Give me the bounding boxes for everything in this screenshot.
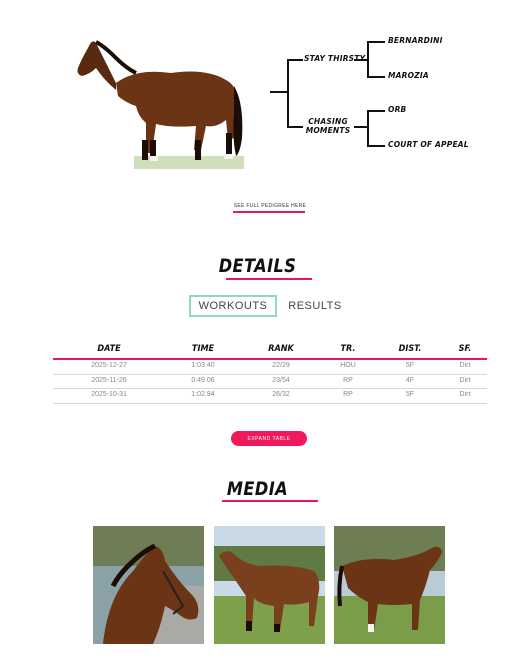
cell-rank: 22/29 <box>272 362 290 369</box>
cell-surface: Dirt <box>459 391 471 398</box>
horse-standing-photo <box>214 526 325 644</box>
tab-results[interactable]: RESULTS <box>284 295 346 317</box>
cell-date: 2025-11-26 <box>91 376 127 384</box>
details-title: DETAILS <box>218 255 297 277</box>
table-row <box>53 389 487 404</box>
workouts-table <box>53 342 487 404</box>
horse-headshot-photo <box>93 526 204 644</box>
cell-rank: 26/32 <box>272 391 290 398</box>
cell-track: HOU <box>340 362 356 369</box>
cell-time: 1:03.40 <box>191 362 215 369</box>
cell-surface: Dirt <box>459 376 471 384</box>
cell-time: 0:49.06 <box>191 376 215 384</box>
cell-distance: 5F <box>405 362 415 369</box>
column-header-rank[interactable]: RANK <box>268 344 294 354</box>
table-row <box>53 375 487 390</box>
pedigree-dam-line2: MOMENTS <box>305 125 351 135</box>
media-title-underline <box>222 500 318 502</box>
horse-side-photo <box>334 526 445 644</box>
cell-distance: 5F <box>405 391 415 398</box>
pedigree-tree <box>266 28 496 168</box>
media-photo-1[interactable] <box>93 526 204 644</box>
cell-surface: Dirt <box>459 362 471 369</box>
pedigree-dam-sire[interactable]: ORB <box>388 105 407 114</box>
table-row <box>53 360 487 375</box>
media-photo-2[interactable] <box>214 526 325 644</box>
column-header-track[interactable]: TR. <box>340 344 356 354</box>
horse-photo <box>76 28 248 173</box>
column-header-date[interactable]: DATE <box>97 344 121 354</box>
cell-rank: 23/54 <box>272 376 290 384</box>
cell-distance: 4F <box>405 376 415 384</box>
pedigree-sire-sire[interactable]: BERNARDINI <box>388 36 443 45</box>
cell-date: 2025-10-31 <box>91 391 127 398</box>
table-header <box>53 342 487 360</box>
expand-table-button[interactable]: EXPAND TABLE <box>231 431 307 446</box>
column-header-distance[interactable]: DIST. <box>398 344 422 354</box>
pedigree-dam-dam[interactable]: COURT OF APPEAL <box>388 140 469 149</box>
column-header-time[interactable]: TIME <box>191 344 215 354</box>
media-title: MEDIA <box>226 478 289 500</box>
cell-track: RP <box>343 391 353 398</box>
cell-track: RP <box>343 376 353 384</box>
cell-time: 1:02.94 <box>191 391 215 398</box>
media-photo-3[interactable] <box>334 526 445 644</box>
tab-workouts[interactable]: WORKOUTS <box>189 295 277 317</box>
see-pedigree-underline <box>233 211 305 213</box>
pedigree-sire[interactable]: STAY THIRSTY <box>304 54 366 63</box>
column-header-surface[interactable]: SF. <box>458 344 472 354</box>
cell-date: 2025-12-27 <box>91 362 127 369</box>
pedigree-dam-line1: CHASING <box>308 117 348 126</box>
pedigree-sire-dam[interactable]: MAROZIA <box>388 71 429 80</box>
see-full-pedigree-link[interactable]: SEE FULL PEDIGREE HERE <box>233 203 307 209</box>
pedigree-dam[interactable] <box>304 118 352 135</box>
details-title-underline <box>226 278 312 280</box>
